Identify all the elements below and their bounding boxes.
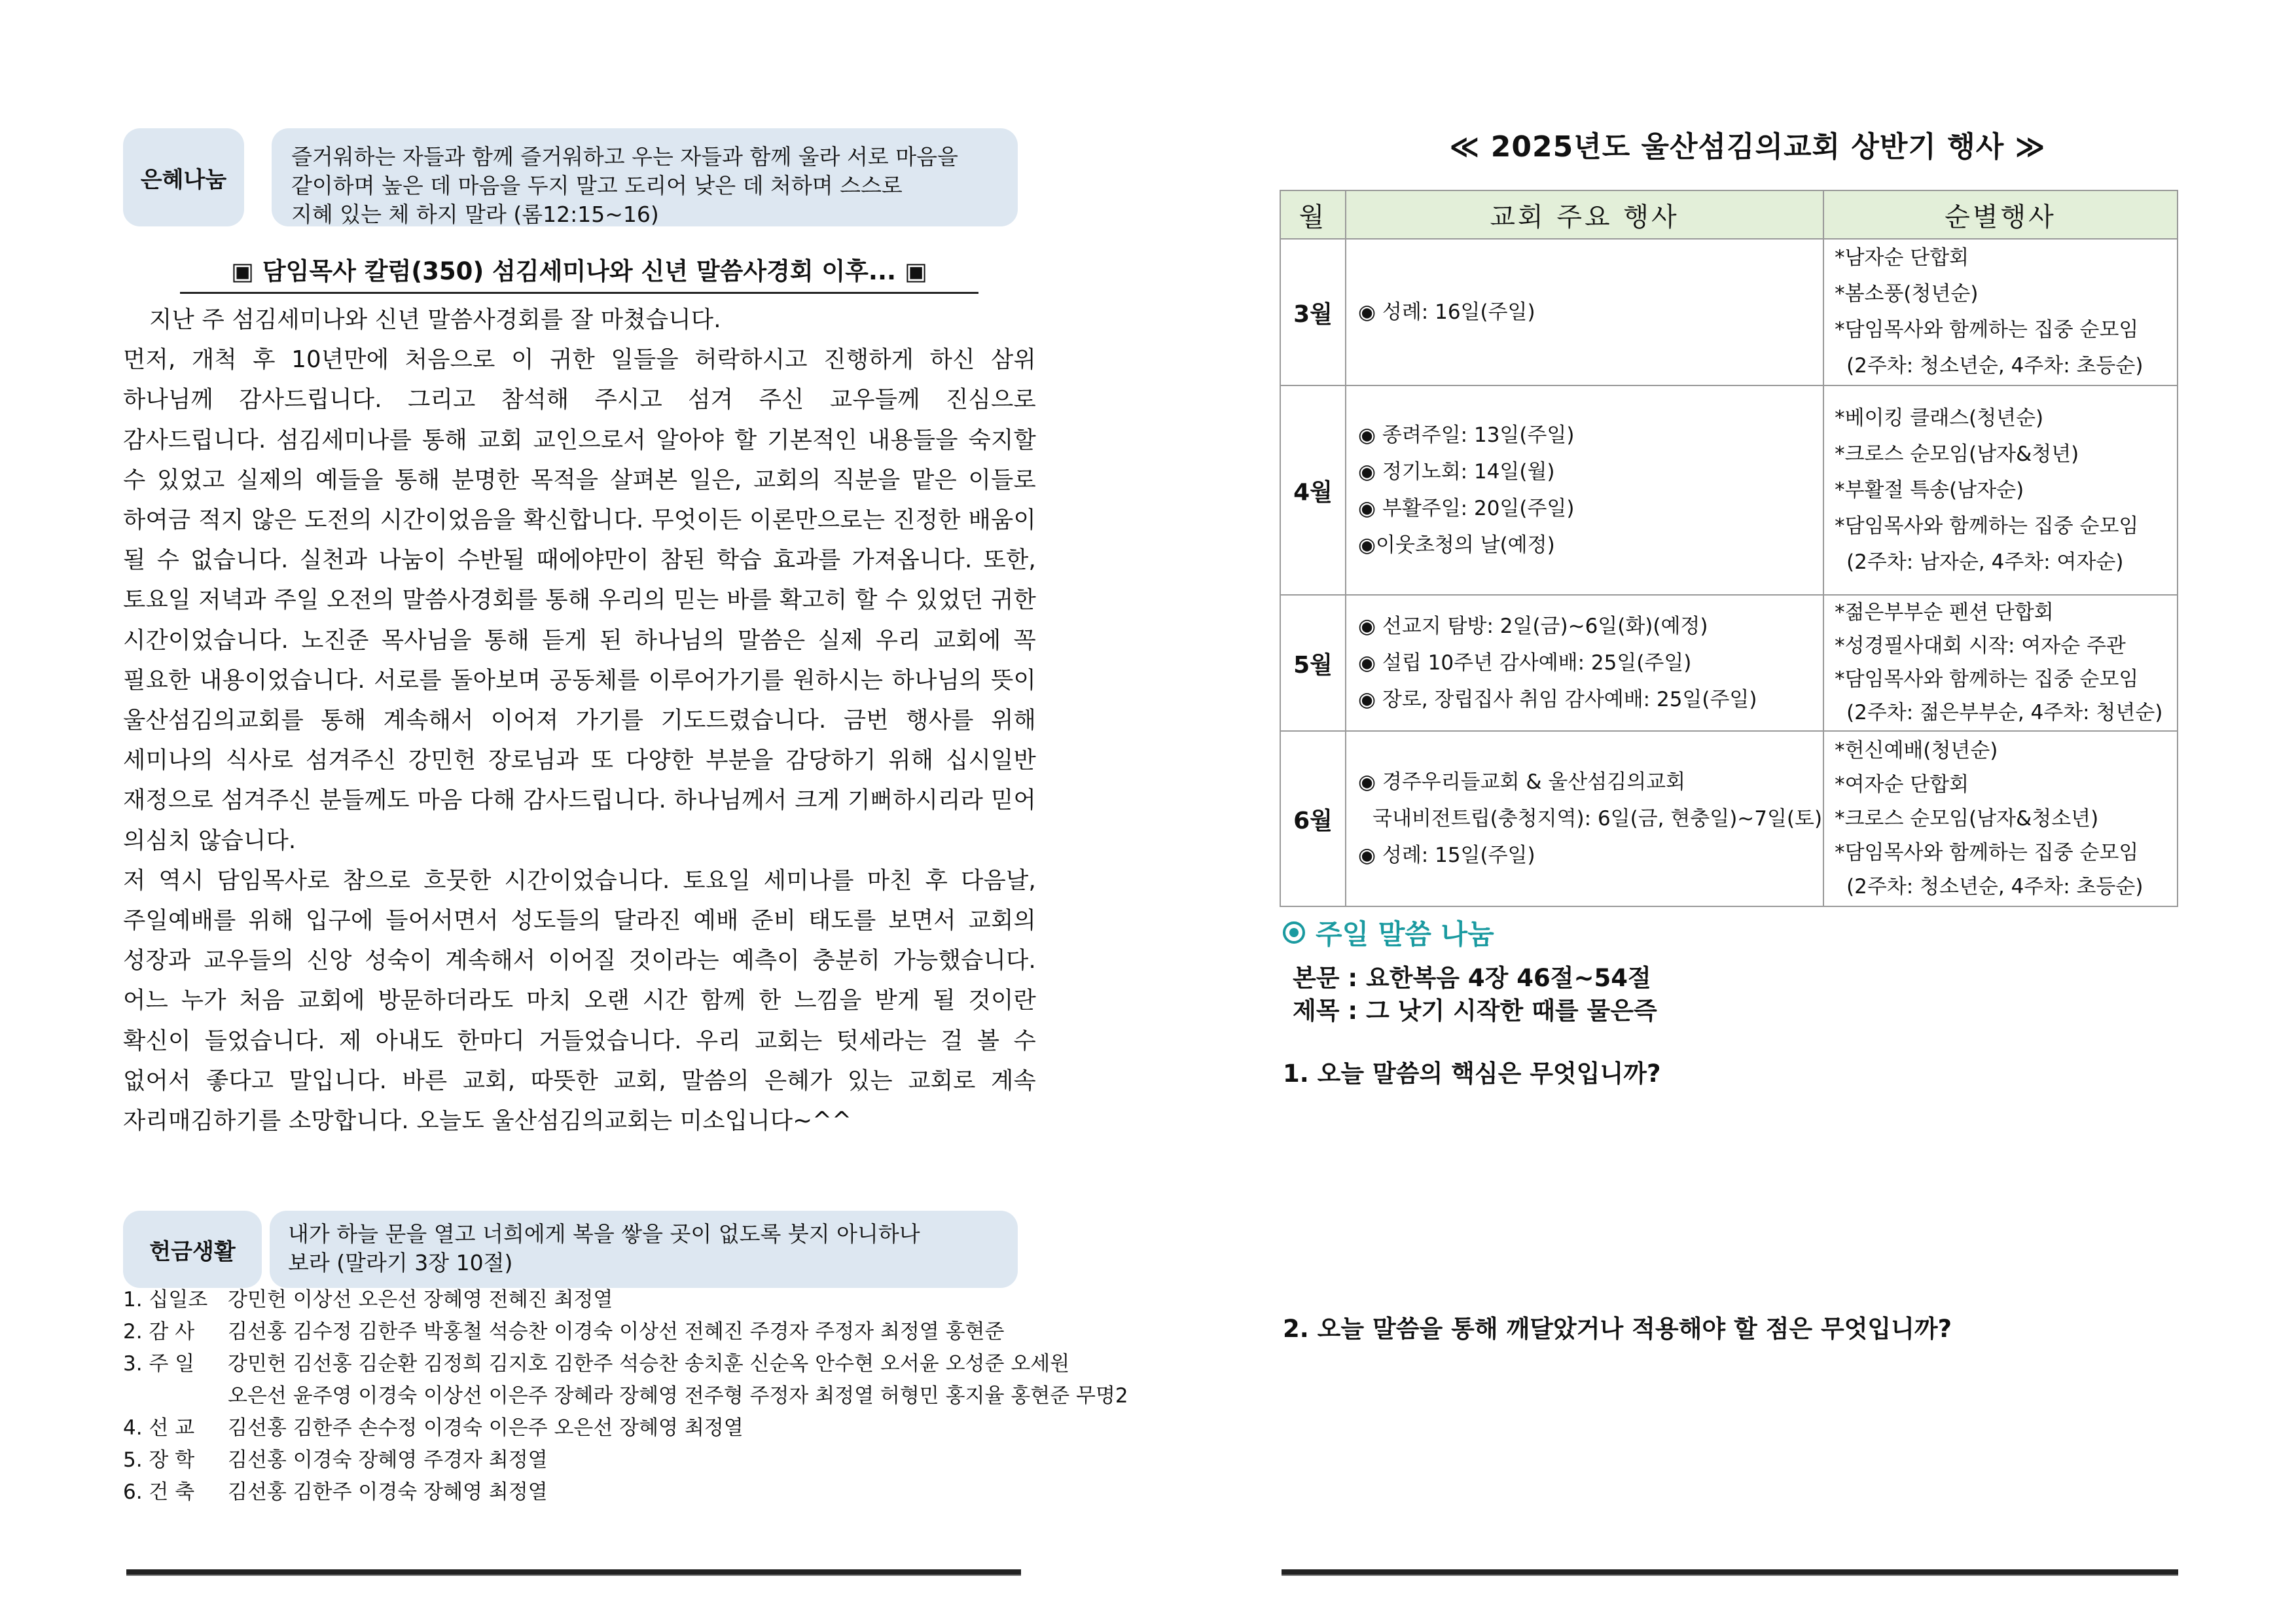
group-event-note: (2주차: 청소년순, 4주차: 초등순) xyxy=(1846,354,2144,378)
events-header-row xyxy=(1280,190,2178,239)
header-main-events: 교회 주요 행사 xyxy=(1346,190,1823,239)
group-events-cell xyxy=(1823,595,2178,731)
left-footer-rule xyxy=(126,1569,1021,1576)
column-body xyxy=(123,300,1036,1141)
events-row-april xyxy=(1280,385,2178,595)
group-event-note: (2주차: 청소년순, 4주차: 초등순) xyxy=(1846,875,2144,899)
group-event: *담임목사와 함께하는 집중 순모임 xyxy=(1835,318,2139,342)
main-event: ◉ 선교지 탐방: 2일(금)~6일(화)(예정) xyxy=(1358,615,1708,638)
month-cell: 3월 xyxy=(1280,239,1346,385)
offering-row-continued xyxy=(123,1380,1128,1412)
main-event: ◉ 경주우리들교회 & 울산섬김의교회 xyxy=(1358,770,1686,794)
column-title: ▣ 담임목사 칼럼(350) 섬김세미나와 신년 말씀사경회 이후... ▣ xyxy=(231,257,927,285)
offering-row xyxy=(123,1412,1039,1444)
offering-names: 김선홍 김수정 김한주 박홍철 석승찬 이경숙 이상선 전혜진 주경자 주정자 최정열 홍현준 xyxy=(228,1320,1005,1344)
main-event: ◉ 설립 10주년 감사예배: 25일(주일) xyxy=(1358,651,1692,675)
group-event-note: (2주차: 젊은부부순, 4주차: 청년순) xyxy=(1846,701,2163,724)
offering-label: 3. 주 일 xyxy=(123,1352,195,1376)
offering-names: 강민헌 이상선 오은선 장혜영 전혜진 최정열 xyxy=(228,1288,613,1311)
offering-names: 김선홍 이경숙 장혜영 주경자 최정열 xyxy=(228,1448,548,1472)
group-event: *남자순 단합회 xyxy=(1835,246,1969,270)
group-event: *봄소풍(청년순) xyxy=(1835,282,1979,306)
events-row-june xyxy=(1280,731,2178,906)
offering-names: 김선홍 김한주 이경숙 장혜영 최정열 xyxy=(228,1480,548,1504)
offering-row xyxy=(123,1348,1070,1380)
grace-verse-line: 같이하며 높은 데 마음을 두지 말고 도리어 낮은 데 처하며 스스로 xyxy=(291,173,903,198)
column-title-underline xyxy=(180,292,978,294)
group-event: *담임목사와 함께하는 집중 순모임 xyxy=(1835,668,2139,691)
column-paragraph: 지난 주 섬김세미나와 신년 말씀사경회를 잘 마쳤습니다. xyxy=(149,306,721,333)
main-event: ◉ 장로, 장립집사 취임 감사예배: 25일(주일) xyxy=(1358,688,1757,711)
main-event: 국내비전트립(충청지역): 6일(금, 현충일)~7일(토) xyxy=(1372,807,1823,830)
group-event: *여자순 단합회 xyxy=(1835,773,1969,796)
group-events-cell xyxy=(1823,385,2178,595)
group-event: *크로스 순모임(남자&청년) xyxy=(1835,442,2079,466)
grace-verse-line: 즐거워하는 자들과 함께 즐거워하고 우는 자들과 함께 울라 서로 마음을 xyxy=(291,144,958,169)
month-cell: 6월 xyxy=(1280,731,1346,906)
offering-names: 강민헌 김선홍 김순환 김정희 김지호 김한주 석승찬 송치훈 신순옥 안수현 오서윤 오성준 오세원 xyxy=(228,1352,1070,1376)
main-events-cell xyxy=(1346,731,1823,906)
bullet-circle-icon xyxy=(1283,921,1305,944)
group-event: *헌신예배(청년순) xyxy=(1835,739,1998,762)
main-events-cell xyxy=(1346,595,1823,731)
grace-verse-line: 지혜 있는 체 하지 말라 (롬12:15~16) xyxy=(291,202,659,227)
offering-verse-box xyxy=(270,1211,1018,1288)
main-events-cell xyxy=(1346,385,1823,595)
offering-label: 6. 건 축 xyxy=(123,1480,195,1504)
offering-label: 2. 감 사 xyxy=(123,1320,195,1344)
offering-label: 5. 장 학 xyxy=(123,1448,195,1472)
group-event: *젊은부부순 펜션 단합회 xyxy=(1835,601,2054,624)
offering-tag-label: 헌금생활 xyxy=(149,1238,236,1265)
sermon-text-reference: 본문 : 요한복음 4장 46절~54절 xyxy=(1293,964,1651,992)
main-event: ◉ 부활주일: 20일(주일) xyxy=(1358,497,1575,520)
group-event: *베이킹 클래스(청년순) xyxy=(1835,406,2044,430)
header-group-events: 순별행사 xyxy=(1823,190,2178,239)
offering-label: 4. 선 교 xyxy=(123,1416,195,1440)
events-row-march xyxy=(1280,239,2178,385)
column-paragraph: 먼저, 개척 후 10년만에 처음으로 이 귀한 일들을 허락하시고 진행하게 하신 삼위 하나님께 감사드립니다. 그리고 참석해 주시고 섬겨 주신 교우들께 진심으로 감사드립니다. 섬김세미나를 통해 교회 교인으로서 알아야 할 기본적인 내용들을 숙지할 수 있었고 실제의 예들을 통해 분명한 목적을 살펴본 일은, 교회의 직분을 맡은 이들로 하여금 적지 않은 도전의 시간이었음을 확신합니다. 무엇이든 이론만으로는 진정한 배움이 될 수 없습니다. 실천과 나눔이 수반될 때에야만이 참된 학습 효과를 가져옵니다. 또한, 토요일 저녁과 주일 오전의 말씀사경회를 통해 우리의 믿는 바를 확고히 할 수 있었던 귀한 시간이었습니다. 노진준 목사님을 통해 듣게 된 하나님의 말씀은 실제 우리 교회에 꼭 필요한 내용이었습니다. 서로를 돌아보며 공동체를 이루어가기를 원하시는 하나님의 뜻이 울산섬김의교회를 통해 계속해서 이어져 가기를 기도드렸습니다. 금번 행사를 위해 세미나의 식사로 섬겨주신 강민헌 장로님과 또 다양한 부분을 감당하기 위해 십시일반 재정으로 섬겨주신 분들께도 마음 다해 감사드립니다. 하나님께서 크게 기뻐하시리라 믿어 의심치 않습니다. xyxy=(123,346,1036,854)
main-event: ◉ 성례: 15일(주일) xyxy=(1358,844,1535,867)
month-cell: 5월 xyxy=(1280,595,1346,731)
group-event: *담임목사와 함께하는 집중 순모임 xyxy=(1835,841,2139,865)
grace-sharing-tag xyxy=(123,128,244,226)
main-event: ◉ 종려주일: 13일(주일) xyxy=(1358,423,1575,447)
offering-row xyxy=(123,1316,1039,1348)
events-title: ≪ 2025년도 울산섬김의교회 상반기 행사 ≫ xyxy=(1449,130,2046,164)
offering-row xyxy=(123,1444,1039,1476)
group-events-cell xyxy=(1823,731,2178,906)
group-event: *성경필사대회 시작: 여자순 주관 xyxy=(1835,634,2126,658)
group-event: *담임목사와 함께하는 집중 순모임 xyxy=(1835,514,2139,538)
events-row-may xyxy=(1280,595,2178,731)
offering-verse-line: 보라 (말라기 3장 10절) xyxy=(288,1250,513,1275)
offering-names: 오은선 윤주영 이경숙 이상선 이은주 장혜라 장혜영 전주형 주정자 최정열 허형민 홍지율 홍현준 무명2 xyxy=(228,1384,1128,1408)
offering-label: 1. 십일조 xyxy=(123,1288,208,1311)
right-footer-rule xyxy=(1282,1569,2178,1576)
events-table xyxy=(1280,190,2178,907)
question-2: 2. 오늘 말씀을 통해 깨달았거나 적용해야 할 점은 무엇입니까? xyxy=(1283,1315,1952,1343)
grace-verse-box xyxy=(272,128,1018,226)
month-cell: 4월 xyxy=(1280,385,1346,595)
main-events-cell xyxy=(1346,239,1823,385)
question-1: 1. 오늘 말씀의 핵심은 무엇입니까? xyxy=(1283,1060,1661,1088)
group-events-cell xyxy=(1823,239,2178,385)
column-paragraph: 저 역시 담임목사로 참으로 흐뭇한 시간이었습니다. 토요일 세미나를 마친 후 다음날, 주일예배를 위해 입구에 들어서면서 성도들의 달라진 예배 준비 태도를 보면서 교회의 성장과 교우들의 신앙 성숙이 계속해서 이어질 것이라는 예측이 충분히 가능했습니다. 어느 누가 처음 교회에 방문하더라도 마치 오랜 시간 함께 한 느낌을 받게 될 것이란 확신이 들었습니다. 제 아내도 한마디 거들었습니다. 우리 교회는 텃세라는 걸 볼 수 없어서 좋다고 말입니다. 바른 교회, 따뜻한 교회, 말씀의 은혜가 있는 교회로 계속 자리매김하기를 소망합니다. 오늘도 울산섬김의교회는 미소입니다~^^ xyxy=(123,866,1036,1135)
group-event: *부활절 특송(남자순) xyxy=(1835,478,2024,502)
main-event: ◉이웃초청의 날(예정) xyxy=(1358,533,1555,557)
group-event-note: (2주차: 남자순, 4주차: 여자순) xyxy=(1846,550,2124,574)
offering-list xyxy=(123,1284,1128,1508)
offering-row xyxy=(123,1284,1039,1316)
grace-sharing-tag-label: 은혜나눔 xyxy=(140,166,227,193)
sermon-heading xyxy=(1283,913,1494,952)
offering-verse-line: 내가 하늘 문을 열고 너희에게 복을 쌓을 곳이 없도록 붓지 아니하나 xyxy=(288,1221,920,1247)
offering-names: 김선홍 김한주 손수정 이경숙 이은주 오은선 장혜영 최정열 xyxy=(228,1416,744,1440)
offering-row xyxy=(123,1476,1039,1508)
group-event: *크로스 순모임(남자&청소년) xyxy=(1835,807,2099,830)
sermon-heading-label: 주일 말씀 나눔 xyxy=(1316,918,1494,950)
header-month: 월 xyxy=(1280,190,1346,239)
sermon-title: 제목 : 그 낫기 시작한 때를 물은즉 xyxy=(1293,997,1657,1025)
main-event: ◉ 성례: 16일(주일) xyxy=(1358,300,1535,324)
offering-tag xyxy=(123,1211,262,1288)
main-event: ◉ 정기노회: 14일(월) xyxy=(1358,460,1555,484)
